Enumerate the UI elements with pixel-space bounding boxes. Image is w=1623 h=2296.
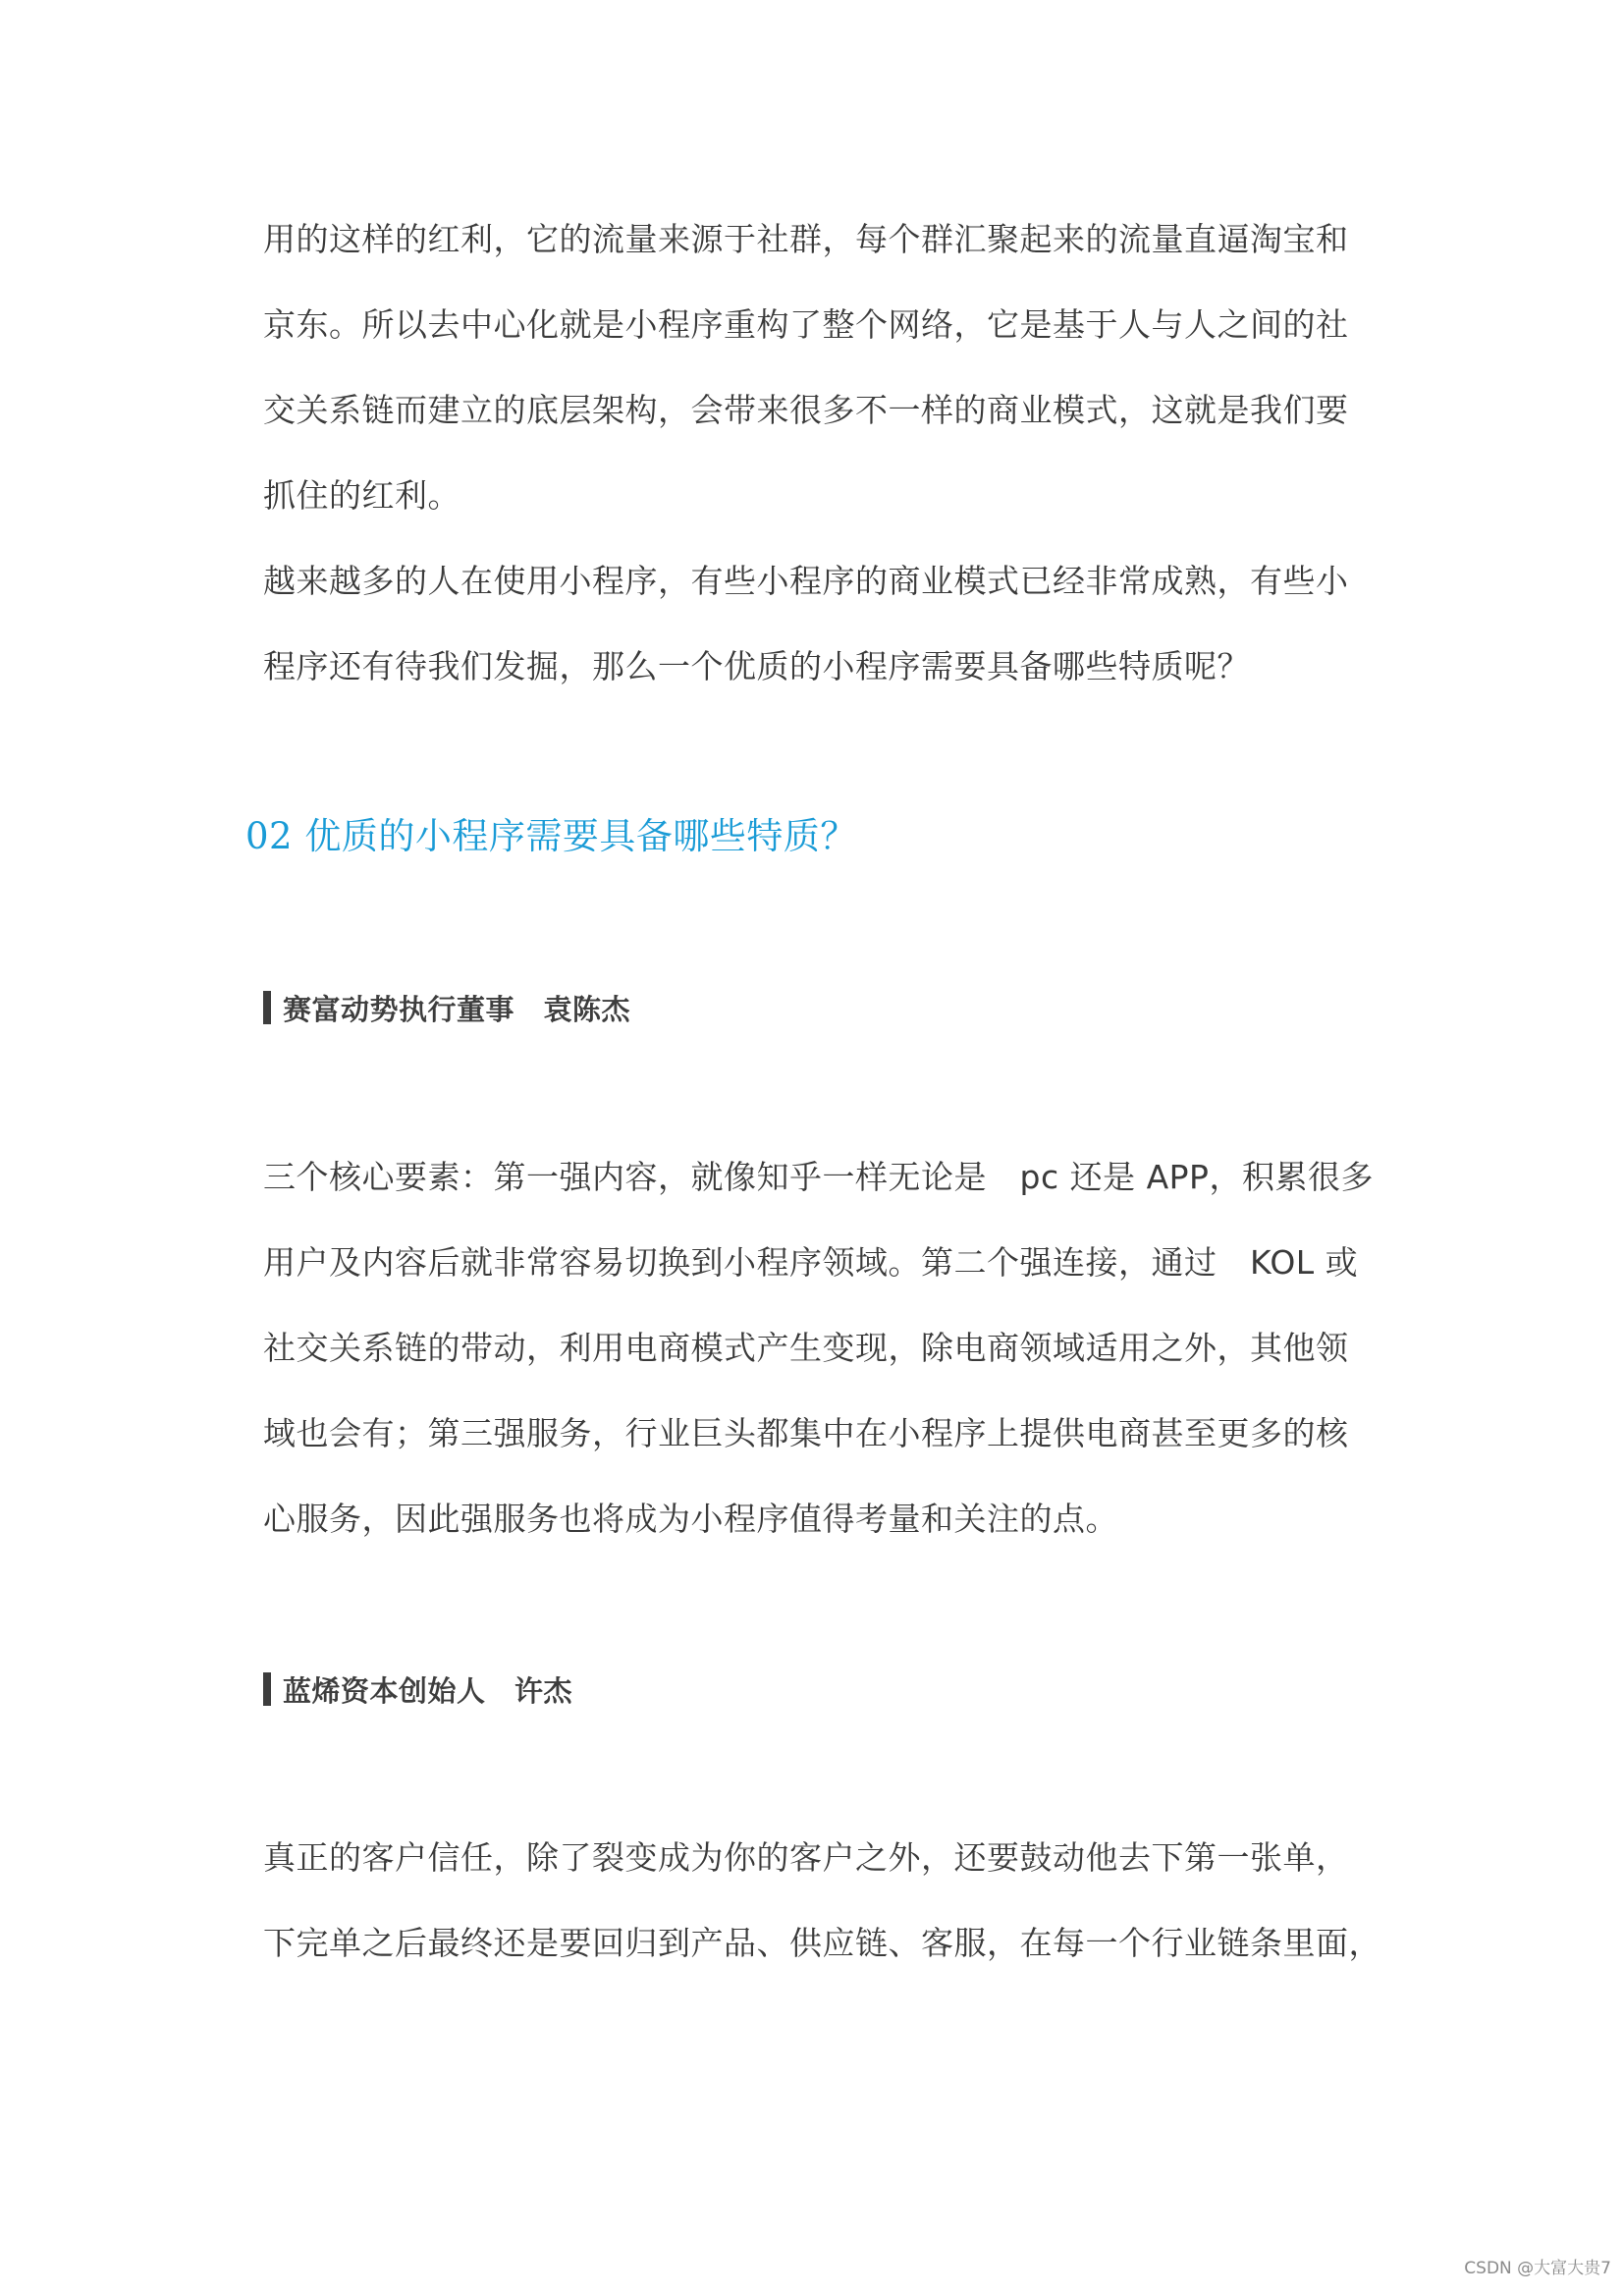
intro-paragraph xyxy=(263,196,1363,538)
paragraph-line: 真正的客户信任，除了裂变成为你的客户之外，还要鼓动他去下第一张单， xyxy=(263,1838,1349,1877)
speaker-quote-2 xyxy=(263,1815,1381,1986)
speaker-heading-1 xyxy=(263,988,630,1027)
section-heading: 02 优质的小程序需要具备哪些特质？ xyxy=(245,815,857,857)
speaker-marker-icon xyxy=(263,991,271,1024)
speaker-marker-icon xyxy=(263,1672,271,1706)
paragraph-line: 交关系链而建立的底层架构，会带来很多不一样的商业模式，这就是我们要 xyxy=(263,391,1349,429)
paragraph-line: 社交关系链的带动，利用电商模式产生变现，除电商领域适用之外，其他领 xyxy=(263,1329,1349,1367)
speaker-name: 蓝烯资本创始人 许杰 xyxy=(283,1673,573,1708)
speaker-quote-1 xyxy=(263,1134,1374,1561)
paragraph-line: 越来越多的人在使用小程序，有些小程序的商业模式已经非常成熟，有些小 xyxy=(263,562,1349,600)
watermark: CSDN @大富大贵7 xyxy=(1464,2259,1611,2278)
paragraph-line: 三个核心要素：第一强内容，就像知乎一样无论是 pc 还是 APP，积累很多 xyxy=(263,1158,1374,1196)
paragraph-line: 心服务，因此强服务也将成为小程序值得考量和关注的点。 xyxy=(263,1500,1118,1538)
paragraph-line: 用的这样的红利，它的流量来源于社群，每个群汇聚起来的流量直逼淘宝和 xyxy=(263,220,1349,258)
paragraph-line: 京东。所以去中心化就是小程序重构了整个网络，它是基于人与人之间的社 xyxy=(263,305,1349,344)
paragraph-line: 用户及内容后就非常容易切换到小程序领域。第二个强连接，通过 KOL 或 xyxy=(263,1243,1359,1282)
paragraph-line: 抓住的红利。 xyxy=(263,476,460,515)
paragraph-line: 下完单之后最终还是要回归到产品、供应链、客服，在每一个行业链条里面， xyxy=(263,1924,1381,1962)
paragraph-line: 域也会有；第三强服务，行业巨头都集中在小程序上提供电商甚至更多的核 xyxy=(263,1414,1349,1452)
intro-paragraph-2 xyxy=(263,538,1363,709)
speaker-heading-2 xyxy=(263,1669,572,1709)
speaker-name: 赛富动势执行董事 袁陈杰 xyxy=(283,992,631,1026)
paragraph-line: 程序还有待我们发掘，那么一个优质的小程序需要具备哪些特质呢？ xyxy=(263,647,1250,685)
